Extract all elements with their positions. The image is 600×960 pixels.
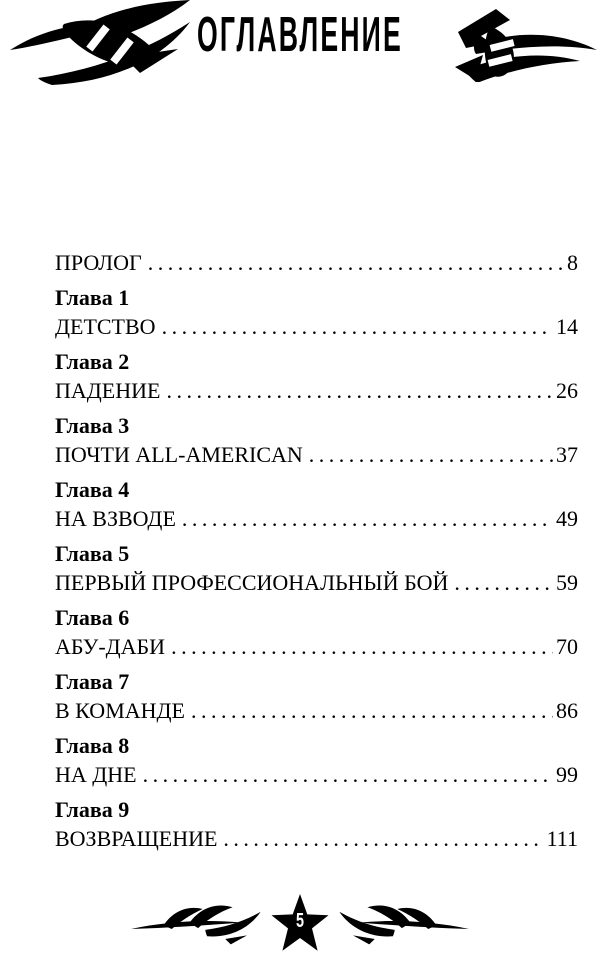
dot-leader [309, 440, 553, 469]
chapter-label: Глава 8 [55, 733, 130, 758]
chapter-page-number: 70 [556, 634, 578, 659]
chapter-title: ВОЗВРАЩЕНИЕ [55, 826, 218, 851]
chapter-title: НА ДНЕ [55, 762, 137, 787]
chapter-page-number: 14 [556, 314, 578, 339]
dot-leader [171, 632, 553, 661]
chapter-page-number: 8 [567, 250, 578, 275]
dot-leader [454, 568, 553, 597]
chapter-page-number: 26 [556, 378, 578, 403]
chapter-title: ПРОЛОГ [55, 250, 142, 275]
chapter-label: Глава 4 [55, 477, 130, 502]
table-of-contents [55, 248, 578, 853]
toc-entry [55, 731, 578, 789]
toc-row [55, 824, 578, 853]
toc-entry [55, 475, 578, 533]
chapter-page-number: 99 [556, 762, 578, 787]
chapter-title: ПОЧТИ ALL-AMERICAN [55, 442, 303, 467]
tribal-swoosh-right-icon [452, 6, 598, 82]
toc-entry [55, 347, 578, 405]
toc-row [55, 696, 578, 725]
page-number-star [270, 891, 330, 957]
chapter-label: Глава 5 [55, 541, 130, 566]
toc-row [55, 376, 578, 405]
chapter-page-number: 49 [556, 506, 578, 531]
dot-leader [148, 248, 564, 277]
dot-leader [191, 696, 553, 725]
toc-row [55, 312, 578, 341]
toc-entry [55, 283, 578, 341]
chapter-label: Глава 3 [55, 413, 130, 438]
toc-entry [55, 248, 578, 277]
chapter-title: ДЕТСТВО [55, 314, 156, 339]
chapter-label: Глава 1 [55, 285, 130, 310]
folio-page-number: 5 [295, 910, 305, 932]
chapter-page-number: 59 [556, 570, 578, 595]
toc-row [55, 760, 578, 789]
chapter-title: В КОМАНДЕ [55, 698, 185, 723]
chapter-page-number: 86 [556, 698, 578, 723]
toc-entry [55, 411, 578, 469]
tribal-wing-right-icon [333, 898, 469, 950]
toc-entry [55, 603, 578, 661]
chapter-label: Глава 7 [55, 669, 130, 694]
chapter-label: Глава 9 [55, 797, 130, 822]
page-title-text: ОГЛАВЛЕНИЕ [197, 7, 403, 62]
chapter-title: АБУ-ДАБИ [55, 634, 166, 659]
dot-leader [162, 312, 553, 341]
chapter-page-number: 111 [546, 826, 578, 851]
toc-entry [55, 667, 578, 725]
dot-leader [166, 376, 553, 405]
toc-row [55, 568, 578, 597]
chapter-label: Глава 6 [55, 605, 130, 630]
dot-leader [182, 504, 553, 533]
dot-leader [143, 760, 553, 789]
toc-entry [55, 539, 578, 597]
chapter-label: Глава 2 [55, 349, 130, 374]
toc-row [55, 504, 578, 533]
toc-row [55, 440, 578, 469]
toc-entry [55, 795, 578, 853]
toc-row [55, 248, 578, 277]
chapter-page-number: 37 [556, 442, 578, 467]
chapter-title: НА ВЗВОДЕ [55, 506, 176, 531]
tribal-wing-left-icon [131, 898, 267, 950]
dot-leader [223, 824, 543, 853]
toc-row [55, 632, 578, 661]
chapter-title: ПАДЕНИЕ [55, 378, 161, 403]
chapter-title: ПЕРВЫЙ ПРОФЕССИОНАЛЬНЫЙ БОЙ [55, 570, 449, 595]
footer-ornament [0, 890, 600, 958]
